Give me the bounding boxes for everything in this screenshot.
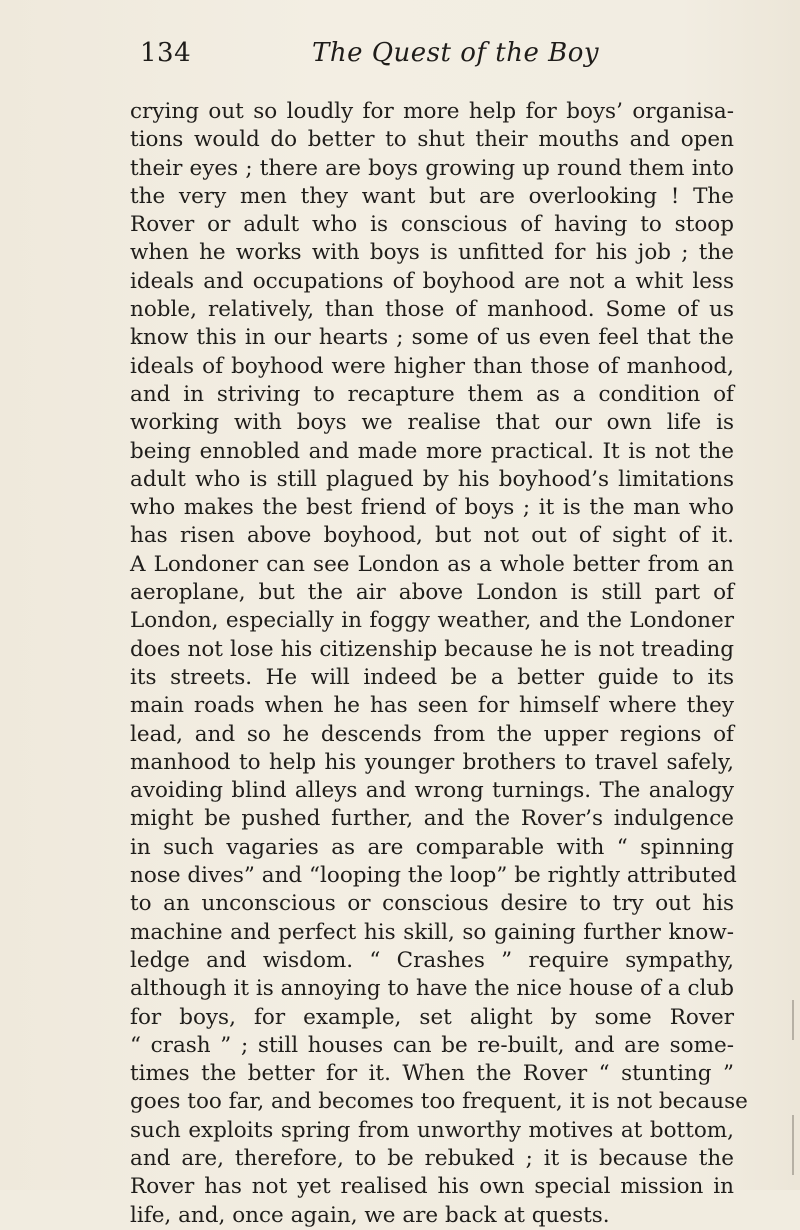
text-line: although it is annoying to have the nice house of a club: [130, 976, 734, 1002]
text-line: goes too far, and becomes too frequent, it is not because: [130, 1089, 748, 1115]
text-line: know this in our hearts ; some of us even feel that the: [130, 325, 734, 351]
text-line: London, especially in foggy weather, and the Londoner: [130, 608, 734, 634]
text-line: has risen above boyhood, but not out of sight of it.: [130, 523, 734, 549]
text-line: ideals and occupations of boyhood are not a whit less: [130, 268, 734, 294]
text-line: crying out so loudly for more help for boys’ organisa-: [130, 99, 734, 124]
text-line: “ crash ” ; still houses can be re-built, and are some-: [130, 1032, 734, 1058]
text-line: does not lose his citizenship because he is not treading: [130, 636, 734, 662]
text-line: to an unconscious or conscious desire to try out his: [130, 891, 734, 917]
page-edge-shadow: [792, 1000, 794, 1040]
text-line: and in striving to recapture them as a condition of: [130, 381, 734, 407]
text-line: avoiding blind alleys and wrong turnings. The analogy: [130, 778, 734, 804]
text-line: for boys, for example, set alight by some Rover: [130, 1004, 734, 1030]
text-line: noble, relatively, than those of manhood. Some of us: [130, 297, 734, 323]
running-title: The Quest of the Boy: [312, 38, 600, 68]
page-number: 134: [140, 38, 192, 68]
text-line: machine and perfect his skill, so gaining further know-: [130, 919, 734, 945]
page-header: [0, 38, 800, 78]
text-line: being ennobled and made more practical. It is not the: [130, 438, 734, 464]
text-line: aeroplane, but the air above London is still part of: [130, 580, 734, 606]
text-line: in such vagaries as are comparable with “ spinning: [130, 834, 734, 860]
text-line: lead, and so he descends from the upper regions of: [130, 721, 734, 747]
text-line: the very men they want but are overlooking ! The: [130, 183, 734, 209]
body-text: [130, 98, 748, 1230]
text-line: adult who is still plagued by his boyhood’s limitations: [130, 466, 734, 492]
text-line: A Londoner can see London as a whole better from an: [130, 551, 734, 577]
text-line: might be pushed further, and the Rover’s indulgence: [130, 806, 734, 832]
text-line: and are, therefore, to be rebuked ; it is because the: [130, 1145, 734, 1171]
text-line: life, and, once again, we are back at quests.: [130, 1202, 610, 1228]
text-line: Rover has not yet realised his own special mission in: [130, 1174, 734, 1200]
text-line: its streets. He will indeed be a better guide to its: [130, 664, 734, 690]
text-line: main roads when he has seen for himself where they: [130, 693, 734, 719]
text-line: manhood to help his younger brothers to travel safely,: [130, 749, 734, 775]
text-line: working with boys we realise that our own life is: [130, 410, 734, 436]
text-line: tions would do better to shut their mouths and open: [130, 127, 734, 153]
text-line: ledge and wisdom. “ Crashes ” require sympathy,: [130, 947, 734, 973]
text-line: who makes the best friend of boys ; it is the man who: [130, 495, 734, 521]
text-line: Rover or adult who is conscious of having to stoop: [130, 212, 734, 238]
text-line: when he works with boys is unfitted for his job ; the: [130, 240, 734, 266]
text-line: nose dives” and “looping the loop” be rightly attributed: [130, 863, 737, 889]
page-edge-shadow: [792, 1115, 794, 1175]
text-line: times the better for it. When the Rover “ stunting ”: [130, 1061, 734, 1087]
text-line: such exploits spring from unworthy motives at bottom,: [130, 1117, 734, 1143]
text-line: their eyes ; there are boys growing up round them into: [130, 155, 734, 181]
text-line: ideals of boyhood were higher than those of manhood,: [130, 353, 734, 379]
